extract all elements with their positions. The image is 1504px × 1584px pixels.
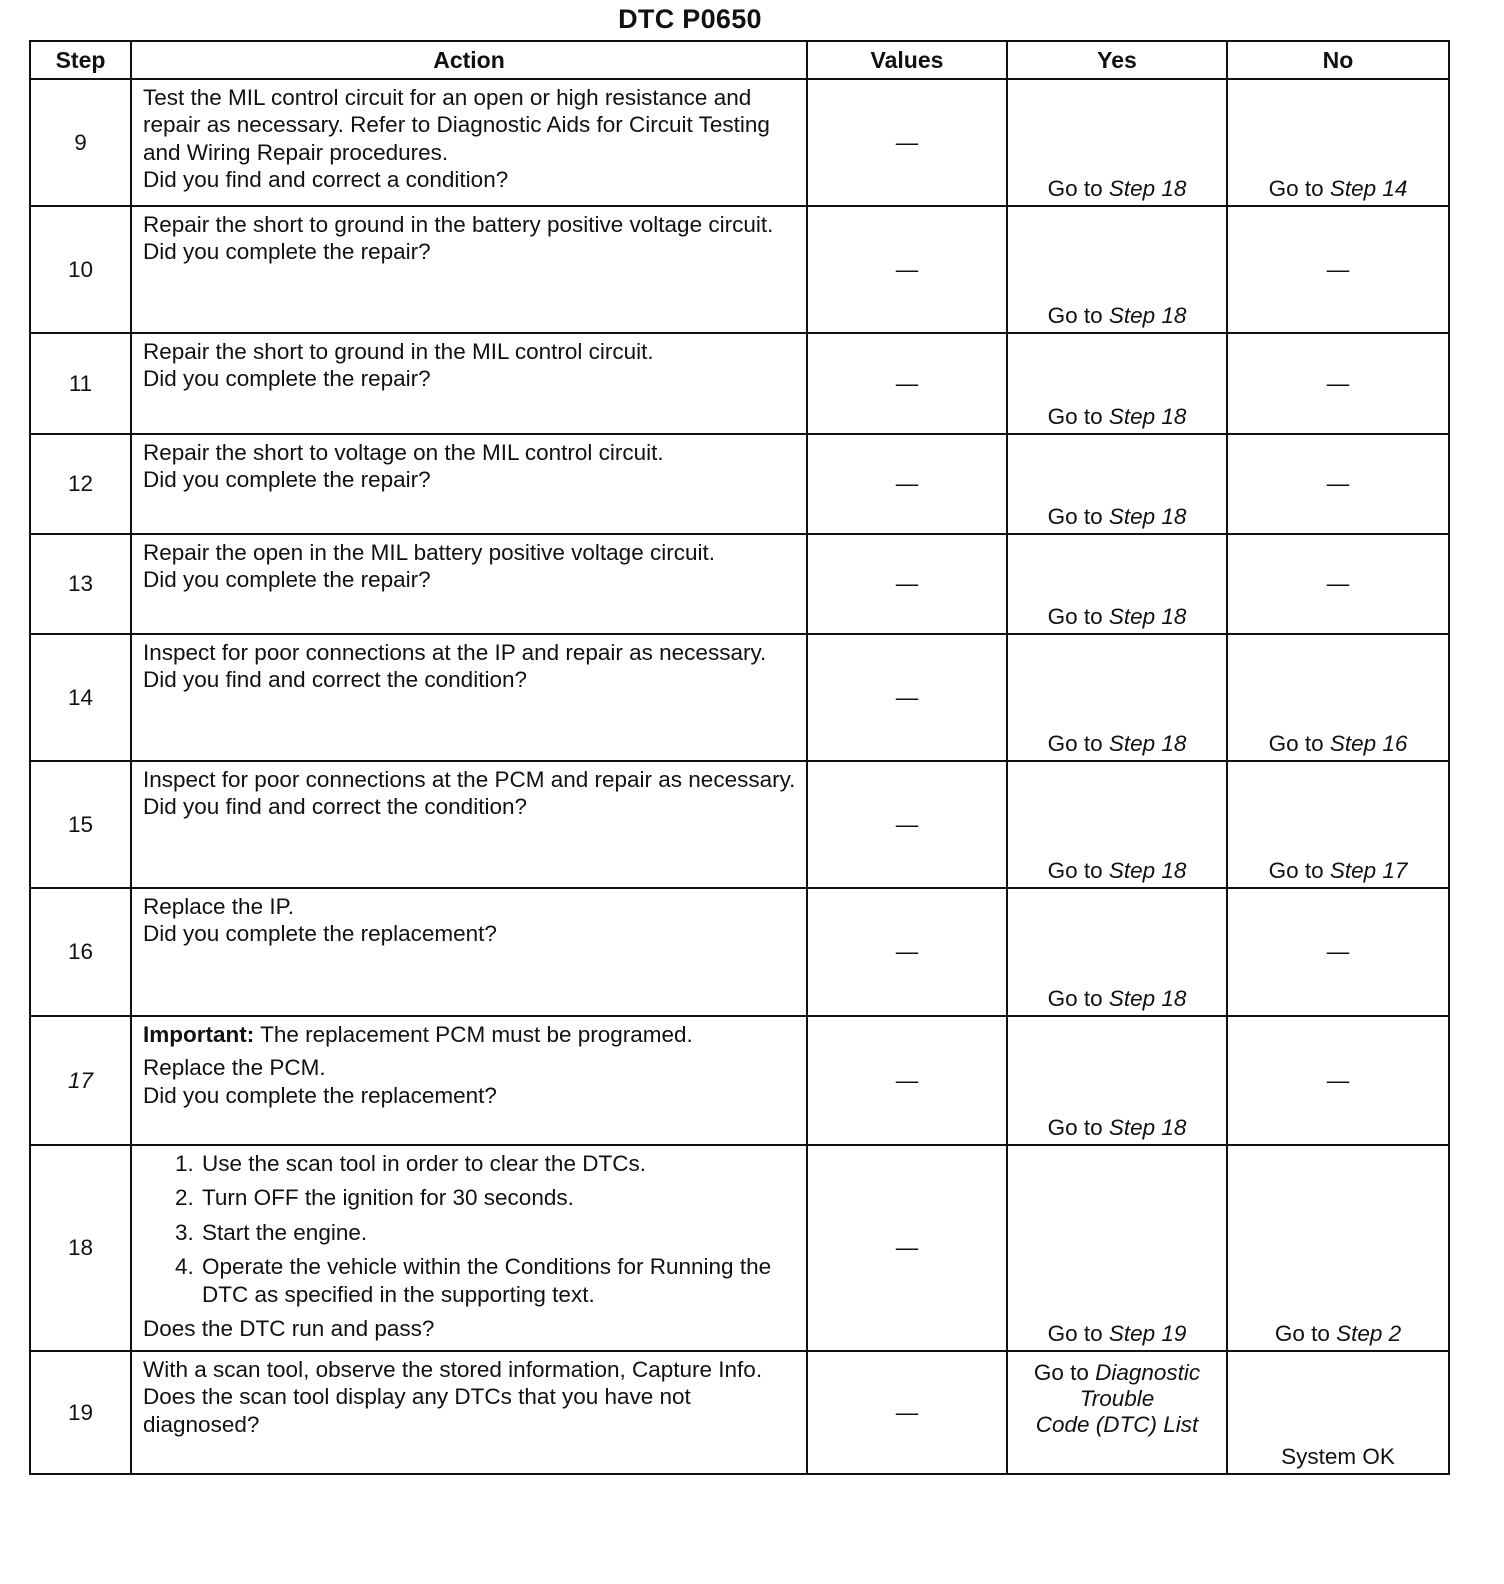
no-goto[interactable]: Go to Step 2 [1274, 1320, 1402, 1346]
step-number: 11 [30, 333, 131, 434]
step-number: 17 [30, 1016, 131, 1145]
yes-step-link[interactable]: Step 18 [1108, 403, 1187, 429]
values-cell: — [807, 634, 1007, 761]
no-goto[interactable]: Go to Step 16 [1268, 730, 1408, 756]
step-number: 13 [30, 534, 131, 634]
action-question: Did you complete the repair? [143, 567, 431, 593]
yes-cell [1007, 79, 1227, 206]
list-item: 2. Turn OFF the ignition for 30 seconds. [200, 1184, 796, 1211]
action-question: Did you complete the replacement? [143, 921, 497, 947]
action-text: Inspect for poor connections at the IP and repair as necessary. [143, 640, 767, 665]
page-title: DTC P0650 [618, 4, 762, 34]
action-cell [131, 206, 807, 333]
action-cell [131, 1145, 807, 1351]
step-number: 9 [30, 79, 131, 206]
table-row [30, 434, 1449, 534]
no-cell [1227, 1351, 1449, 1474]
yes-step-link[interactable]: Step 18 [1108, 302, 1187, 328]
action-question: Does the DTC run and pass? [143, 1316, 435, 1342]
important-note [143, 1021, 796, 1048]
step-number: 12 [30, 434, 131, 534]
yes-cell [1007, 634, 1227, 761]
yes-step-link[interactable]: Step 18 [1108, 730, 1187, 756]
header-step: Step [30, 41, 131, 79]
action-cell [131, 888, 807, 1016]
list-item: 4. Operate the vehicle within the Conditions for Running the DTC as specified in the supporting text. [200, 1253, 796, 1308]
table-row [30, 1016, 1449, 1145]
no-step-link[interactable]: Step 16 [1329, 730, 1408, 756]
no-cell: — [1227, 1016, 1449, 1145]
table-row [30, 79, 1449, 206]
no-cell [1227, 761, 1449, 888]
no-goto[interactable]: Go to Step 17 [1268, 857, 1408, 883]
yes-cell [1007, 1145, 1227, 1351]
no-step-link[interactable]: Step 17 [1329, 857, 1408, 883]
values-cell: — [807, 434, 1007, 534]
action-cell [131, 333, 807, 434]
values-cell: — [807, 1351, 1007, 1474]
table-row [30, 206, 1449, 333]
action-cell [131, 761, 807, 888]
table-row [30, 1351, 1449, 1474]
action-text: Inspect for poor connections at the PCM and repair as necessary. [143, 767, 796, 792]
yes-cell [1007, 333, 1227, 434]
yes-step-link[interactable]: Step 18 [1108, 175, 1187, 201]
action-text: Repair the short to ground in the battery positive voltage circuit. [143, 212, 774, 237]
yes-goto[interactable]: Go to Step 18 [1047, 857, 1187, 883]
no-goto[interactable]: Go to Step 14 [1268, 175, 1408, 201]
no-cell: — [1227, 206, 1449, 333]
action-cell [131, 434, 807, 534]
action-question: Did you complete the repair? [143, 239, 431, 265]
action-question: Did you find and correct a condition? [143, 167, 509, 193]
values-cell: — [807, 888, 1007, 1016]
step-number: 15 [30, 761, 131, 888]
yes-cell [1007, 761, 1227, 888]
no-cell [1227, 634, 1449, 761]
action-text: Repair the short to voltage on the MIL control circuit. [143, 440, 664, 465]
action-cell [131, 79, 807, 206]
action-question: Did you complete the replacement? [143, 1082, 497, 1108]
diagnostic-table [29, 40, 1450, 1475]
table-row [30, 761, 1449, 888]
yes-step-link[interactable]: Step 19 [1108, 1320, 1187, 1346]
action-question: Did you complete the repair? [143, 467, 431, 493]
procedure-list [143, 1150, 796, 1315]
yes-step-link[interactable]: Step 18 [1108, 1114, 1187, 1140]
action-text: Replace the IP. [143, 894, 294, 919]
table-row [30, 1145, 1449, 1351]
table-header-row [30, 41, 1449, 79]
system-ok-text: System OK [1281, 1443, 1395, 1469]
action-cell [131, 534, 807, 634]
action-text: Replace the PCM. [143, 1055, 326, 1081]
header-action: Action [131, 41, 807, 79]
step-number: 18 [30, 1145, 131, 1351]
values-cell: — [807, 534, 1007, 634]
action-question: Did you find and correct the condition? [143, 794, 527, 820]
yes-step-link[interactable]: Step 18 [1108, 985, 1187, 1011]
yes-cell [1007, 888, 1227, 1016]
yes-step-link[interactable]: Step 18 [1108, 603, 1187, 629]
no-cell [1227, 1145, 1449, 1351]
header-yes: Yes [1007, 41, 1227, 79]
action-question: Did you complete the repair? [143, 366, 431, 392]
values-cell: — [807, 206, 1007, 333]
table-row [30, 333, 1449, 434]
yes-goto[interactable]: Go to Step 18 [1047, 1114, 1187, 1140]
values-cell: — [807, 761, 1007, 888]
action-text: Test the MIL control circuit for an open or high resistance and repair as necessary. Refer to Diagnostic Aids for Circuit Testing and Wiring Repair procedures. [143, 85, 770, 165]
list-item: 1. Use the scan tool in order to clear the DTCs. [200, 1150, 796, 1177]
header-values: Values [807, 41, 1007, 79]
yes-step-link[interactable]: Step 18 [1108, 857, 1187, 883]
yes-goto[interactable]: Go to Step 18 [1047, 603, 1187, 629]
values-cell: — [807, 1145, 1007, 1351]
action-cell [131, 634, 807, 761]
yes-goto[interactable]: Go to Step 18 [1047, 985, 1187, 1011]
table-row [30, 534, 1449, 634]
important-label: Important: [143, 1022, 255, 1047]
step-number: 19 [30, 1351, 131, 1474]
yes-cell [1007, 1351, 1227, 1474]
no-cell: — [1227, 888, 1449, 1016]
no-cell: — [1227, 333, 1449, 434]
action-text: Repair the open in the MIL battery positive voltage circuit. [143, 540, 715, 565]
yes-cell [1007, 534, 1227, 634]
yes-goto[interactable]: Go to Step 19 [1047, 1320, 1187, 1346]
table-row [30, 888, 1449, 1016]
values-cell: — [807, 1016, 1007, 1145]
table-row [30, 634, 1449, 761]
step-number: 14 [30, 634, 131, 761]
action-cell [131, 1351, 807, 1474]
action-text: Repair the short to ground in the MIL control circuit. [143, 339, 654, 364]
yes-goto-dtc-list[interactable]: Go to Diagnostic Trouble Code (DTC) List [1033, 1360, 1201, 1438]
yes-goto[interactable]: Go to Step 18 [1047, 403, 1187, 429]
yes-goto[interactable]: Go to Step 18 [1047, 302, 1187, 328]
header-no: No [1227, 41, 1449, 79]
yes-cell [1007, 1016, 1227, 1145]
step-number: 10 [30, 206, 131, 333]
values-cell: — [807, 79, 1007, 206]
no-step-link[interactable]: Step 2 [1336, 1320, 1402, 1346]
list-item: 3. Start the engine. [200, 1219, 796, 1246]
yes-goto[interactable]: Go to Step 18 [1047, 175, 1187, 201]
action-question: Does the scan tool display any DTCs that you have not diagnosed? [143, 1384, 691, 1437]
yes-goto[interactable]: Go to Step 18 [1047, 503, 1187, 529]
step-number: 16 [30, 888, 131, 1016]
no-cell [1227, 79, 1449, 206]
action-question: Did you find and correct the condition? [143, 667, 527, 693]
action-text: With a scan tool, observe the stored information, Capture Info. [143, 1357, 763, 1382]
no-cell: — [1227, 434, 1449, 534]
important-text: The replacement PCM must be programed. [254, 1022, 693, 1047]
yes-goto[interactable]: Go to Step 18 [1047, 730, 1187, 756]
yes-step-link[interactable]: Step 18 [1108, 503, 1187, 529]
values-cell: — [807, 333, 1007, 434]
no-cell: — [1227, 534, 1449, 634]
yes-cell [1007, 206, 1227, 333]
action-cell [131, 1016, 807, 1145]
yes-cell [1007, 434, 1227, 534]
no-step-link[interactable]: Step 14 [1329, 175, 1408, 201]
